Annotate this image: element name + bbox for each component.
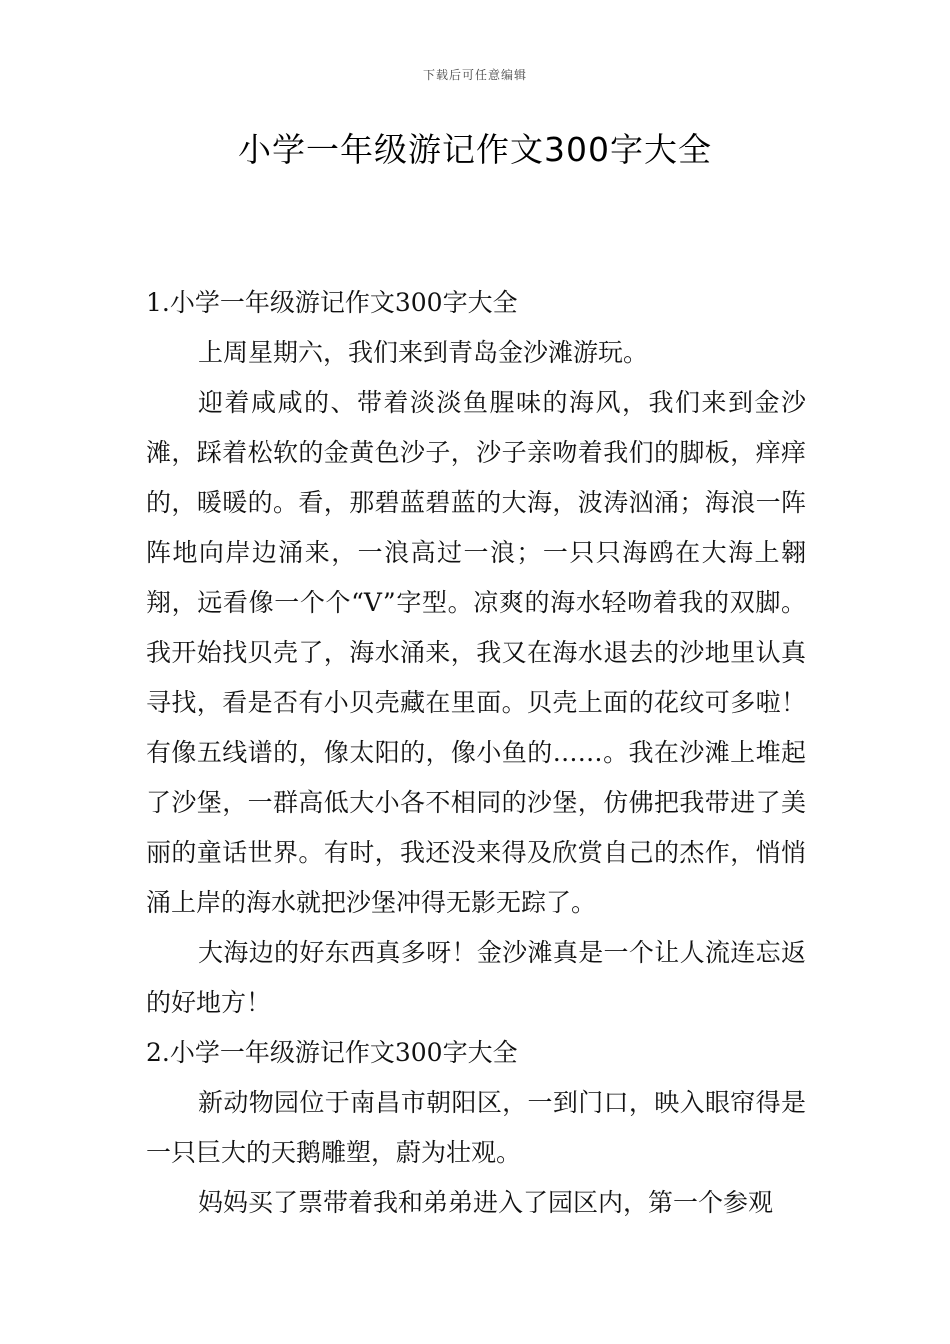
paragraph: 上周星期六，我们来到青岛金沙滩游玩。 <box>198 338 649 367</box>
paragraph: 迎着咸咸的、带着淡淡鱼腥味的海风，我们来到金沙滩，踩着松软的金黄色沙子，沙子亲吻着我们的脚板，痒痒的，暖暖的。看，那碧蓝碧蓝的大海，波涛汹涌；海浪一阵阵地向岸边涌来，一浪高过一浪；一只只海鸥在大海上翱翔，远看像一个个“V”字型。凉爽的海水轻吻着我的双脚。我开始找贝壳了，海水涌来，我又在海水退去的沙地里认真寻找，看是否有小贝壳藏在里面。贝壳上面的花纹可多啦！有像五线谱的，像太阳的，像小鱼的……。我在沙滩上堆起了沙堡，一群高低大小各不相同的沙堡，仿佛把我带进了美丽的童话世界。有时，我还没来得及欣赏自己的杰作，悄悄涌上岸的海水就把沙堡冲得无影无踪了。 <box>146 388 806 917</box>
document-body <box>146 278 806 1228</box>
section-heading: 1.小学一年级游记作文300字大全 <box>146 288 518 317</box>
paragraph: 大海边的好东西真多呀！金沙滩真是一个让人流连忘返的好地方！ <box>146 938 806 1017</box>
paragraph: 妈妈买了票带着我和弟弟进入了园区内，第一个参观 <box>198 1188 774 1217</box>
document-title: 小学一年级游记作文300字大全 <box>238 130 712 169</box>
page-watermark: 下载后可任意编辑 <box>422 68 527 82</box>
paragraph: 新动物园位于南昌市朝阳区，一到门口，映入眼帘得是一只巨大的天鹅雕塑，蔚为壮观。 <box>146 1088 806 1167</box>
section-heading: 2.小学一年级游记作文300字大全 <box>146 1038 518 1067</box>
